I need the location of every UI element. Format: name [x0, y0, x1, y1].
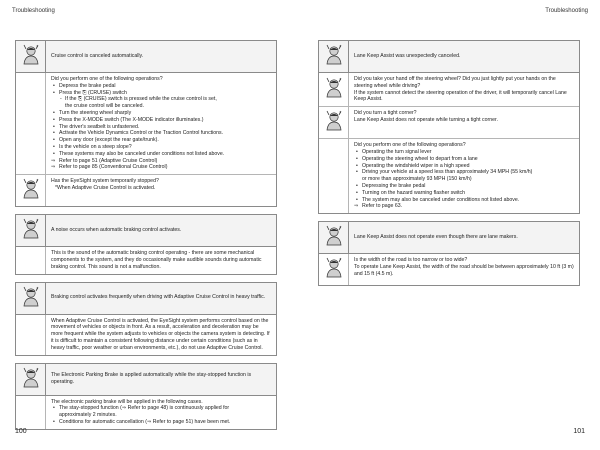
list-item: • Depressing the brake pedal	[354, 183, 574, 190]
problem-icon-cell	[16, 364, 46, 395]
list-item: • These systems may also be canceled under conditions not listed above.	[51, 151, 271, 158]
driver-figure-icon	[21, 177, 41, 204]
answer-row	[16, 73, 276, 175]
problem-text: Braking control activates frequently when driving with Adaptive Cruise Control in heavy traffic.	[51, 294, 266, 301]
list-item: • Press the X-MODE switch (The X-MODE indicator illuminates.)	[51, 117, 271, 124]
driver-figure-icon	[21, 366, 41, 393]
answer-text	[349, 73, 579, 106]
problem-icon-cell	[16, 215, 46, 246]
answer-icon-cell	[319, 73, 349, 106]
troubleshoot-block	[318, 40, 580, 214]
answer-text	[46, 247, 276, 273]
svg-text:?: ?	[338, 77, 341, 83]
driver-figure-icon	[21, 217, 41, 244]
troubleshoot-block	[15, 214, 277, 274]
answer-row	[319, 107, 579, 139]
page-reference: ⇒ Refer to page 63.	[354, 203, 574, 210]
answer-icon-cell	[319, 254, 349, 285]
answer-intro: Did you turn a tight corner?	[354, 110, 417, 117]
problem-row	[16, 41, 276, 73]
problem-text: Lane Keep Assist was unexpectedly canceled.	[354, 52, 461, 59]
answer-list	[51, 83, 271, 171]
page-number-left: 100	[15, 428, 27, 435]
answer-row	[16, 175, 276, 206]
answer-text	[46, 175, 276, 206]
problem-icon-cell	[16, 283, 46, 314]
answer-text	[46, 396, 276, 429]
answer-row	[16, 315, 276, 355]
problem-text: The Electronic Parking Brake is applied automatically while the stay-stopped function is operating.	[51, 371, 252, 386]
list-item: • Depress the brake pedal	[51, 83, 271, 90]
svg-text:?: ?	[338, 257, 341, 263]
answer-icon-cell	[16, 175, 46, 206]
problem-text: A noise occurs when automatic braking control activates.	[51, 227, 182, 234]
problem-row	[319, 222, 579, 254]
answer-intro: When Adaptive Cruise Control is activated, the EyeSight system performs control based on the movement of vehicles or objects in front. As a result, acceleration and deceleration may be more frequent while the system adjusts to vehicles or objects the camera system is detecting. If it is difficult to maintain a consistent following distance under certain conditions (such as in heavy traffic, poor weather or urban environments, etc.), do not use Adaptive Cruise Control.	[51, 317, 270, 351]
answer-icon-cell	[319, 107, 349, 138]
problem-icon-cell	[319, 41, 349, 72]
list-item: • Operating the steering wheel to depart from a lane	[354, 156, 574, 163]
troubleshoot-block	[15, 363, 277, 430]
answer-row	[16, 247, 276, 273]
answer-text	[46, 315, 276, 355]
answer-row	[319, 73, 579, 107]
svg-text:?: ?	[35, 178, 38, 184]
list-item: or more than approximately 93 MPH (150 km/h)	[362, 176, 472, 183]
list-item: • Turning on the hazard warning flasher switch	[354, 190, 574, 197]
answer-row	[16, 396, 276, 429]
svg-text:?: ?	[35, 285, 38, 291]
answer-text	[349, 139, 579, 213]
answer-list	[51, 185, 271, 192]
page-header-left: Troubleshooting	[12, 8, 55, 14]
answer-text	[349, 107, 579, 138]
page-reference: ⇒ Refer to page 85 (Conventional Cruise Control)	[51, 164, 271, 171]
problem-text: Lane Keep Assist does not operate even though there are lane makers.	[354, 234, 518, 241]
answer-icon-spacer	[16, 247, 46, 273]
list-item: • Activate the Vehicle Dynamics Control or the Traction Control functions.	[51, 130, 271, 137]
list-item: • Press the ⎘ (CRUISE) switch	[51, 90, 271, 97]
driver-figure-icon	[324, 43, 344, 70]
problem-row	[16, 364, 276, 396]
page-header-right: Troubleshooting	[545, 8, 588, 14]
answer-text	[349, 254, 579, 285]
svg-text:?: ?	[35, 218, 38, 224]
svg-text:?: ?	[338, 110, 341, 116]
list-item: • The stay-stopped function (⇒ Refer to page 48) is continuously applied for	[51, 405, 271, 412]
page-reference: ⇒ Refer to page 51 (Adaptive Cruise Control)	[51, 158, 271, 165]
list-item: • Is the vehicle on a steep slope?	[51, 144, 271, 151]
svg-text:?: ?	[35, 366, 38, 372]
list-item: • Operating the windshield wiper in a high speed	[354, 163, 574, 170]
svg-text:?: ?	[338, 225, 341, 231]
problem-row	[319, 41, 579, 73]
problem-row	[16, 283, 276, 315]
driver-figure-icon	[21, 285, 41, 312]
driver-figure-icon	[324, 256, 344, 283]
answer-intro: Has the EyeSight system temporarily stopped?	[51, 178, 159, 185]
list-item: • Open any door (except the rear gate/trunk).	[51, 137, 271, 144]
left-page	[15, 40, 277, 437]
list-item: the cruise control will be canceled.	[65, 103, 145, 110]
answer-intro: Did you perform one of the following operations?	[51, 76, 163, 82]
answer-icon-spacer	[16, 315, 46, 355]
driver-figure-icon	[324, 224, 344, 251]
answer-detail: Lane Keep Assist does not operate while turning a tight corner.	[354, 116, 498, 123]
troubleshoot-block	[318, 221, 580, 286]
answer-intro: Did you perform one of the following operations?	[354, 142, 466, 149]
list-item: - If the ⎘ (CRUISE) switch is pressed while the cruise control is set,	[51, 96, 271, 103]
right-page	[318, 40, 580, 293]
driver-figure-icon	[324, 109, 344, 136]
answer-row	[319, 139, 579, 213]
answer-intro: Is the width of the road is too narrow or too wide?	[354, 257, 468, 264]
answer-icon-spacer	[16, 73, 46, 174]
problem-icon-cell	[319, 222, 349, 253]
answer-detail: To operate Lane Keep Assist, the width of the road should be between approximately 10 ft (3 m) and 15 ft (4.5 m).	[354, 263, 574, 277]
problem-text: Cruise control is canceled automatically.	[51, 52, 144, 59]
troubleshoot-block	[15, 40, 277, 207]
answer-text	[46, 73, 276, 174]
list-item: approximately 2 minutes.	[59, 412, 117, 419]
svg-text:?: ?	[338, 44, 341, 49]
answer-list	[51, 405, 271, 425]
driver-figure-icon	[21, 43, 41, 70]
list-item: • Driving your vehicle at a speed less than approximately 34 MPH (55 km/h)	[354, 169, 574, 176]
answer-intro: This is the sound of the automatic braking control operating - there are some mechanical components to the system, and they do occasionally make audible sounds during automatic braking control. This sound is not a malfunction.	[51, 250, 262, 270]
answer-intro: Did you take your hand off the steering wheel? Did you just lightly put your hands on the steering wheel while driving?	[354, 76, 556, 89]
answer-icon-spacer	[16, 396, 46, 429]
troubleshoot-block	[15, 282, 277, 356]
problem-row	[16, 215, 276, 247]
list-item: • The system may also be canceled under conditions not listed above.	[354, 197, 574, 204]
list-item: • Conditions for automatic cancellation (⇒ Refer to page 51) have been met.	[51, 419, 271, 426]
answer-list	[354, 149, 574, 210]
driver-figure-icon	[324, 76, 344, 103]
answer-row	[319, 254, 579, 285]
list-item: *When Adaptive Cruise Control is activated.	[55, 184, 156, 191]
problem-icon-cell	[16, 41, 46, 72]
answer-detail: If the system cannot detect the steering operation of the driver, it will temporarily cancel Lane Keep Assist.	[354, 89, 567, 103]
page-number-right: 101	[573, 428, 585, 435]
answer-intro: The electronic parking brake will be applied in the following cases.	[51, 398, 203, 405]
svg-text:?: ?	[35, 44, 38, 49]
answer-icon-spacer	[319, 139, 349, 213]
list-item: • Operating the turn signal lever	[354, 149, 574, 156]
list-item: • Turn the steering wheel sharply	[51, 110, 271, 117]
list-item: • The driver's seatbelt is unfastened.	[51, 124, 271, 131]
